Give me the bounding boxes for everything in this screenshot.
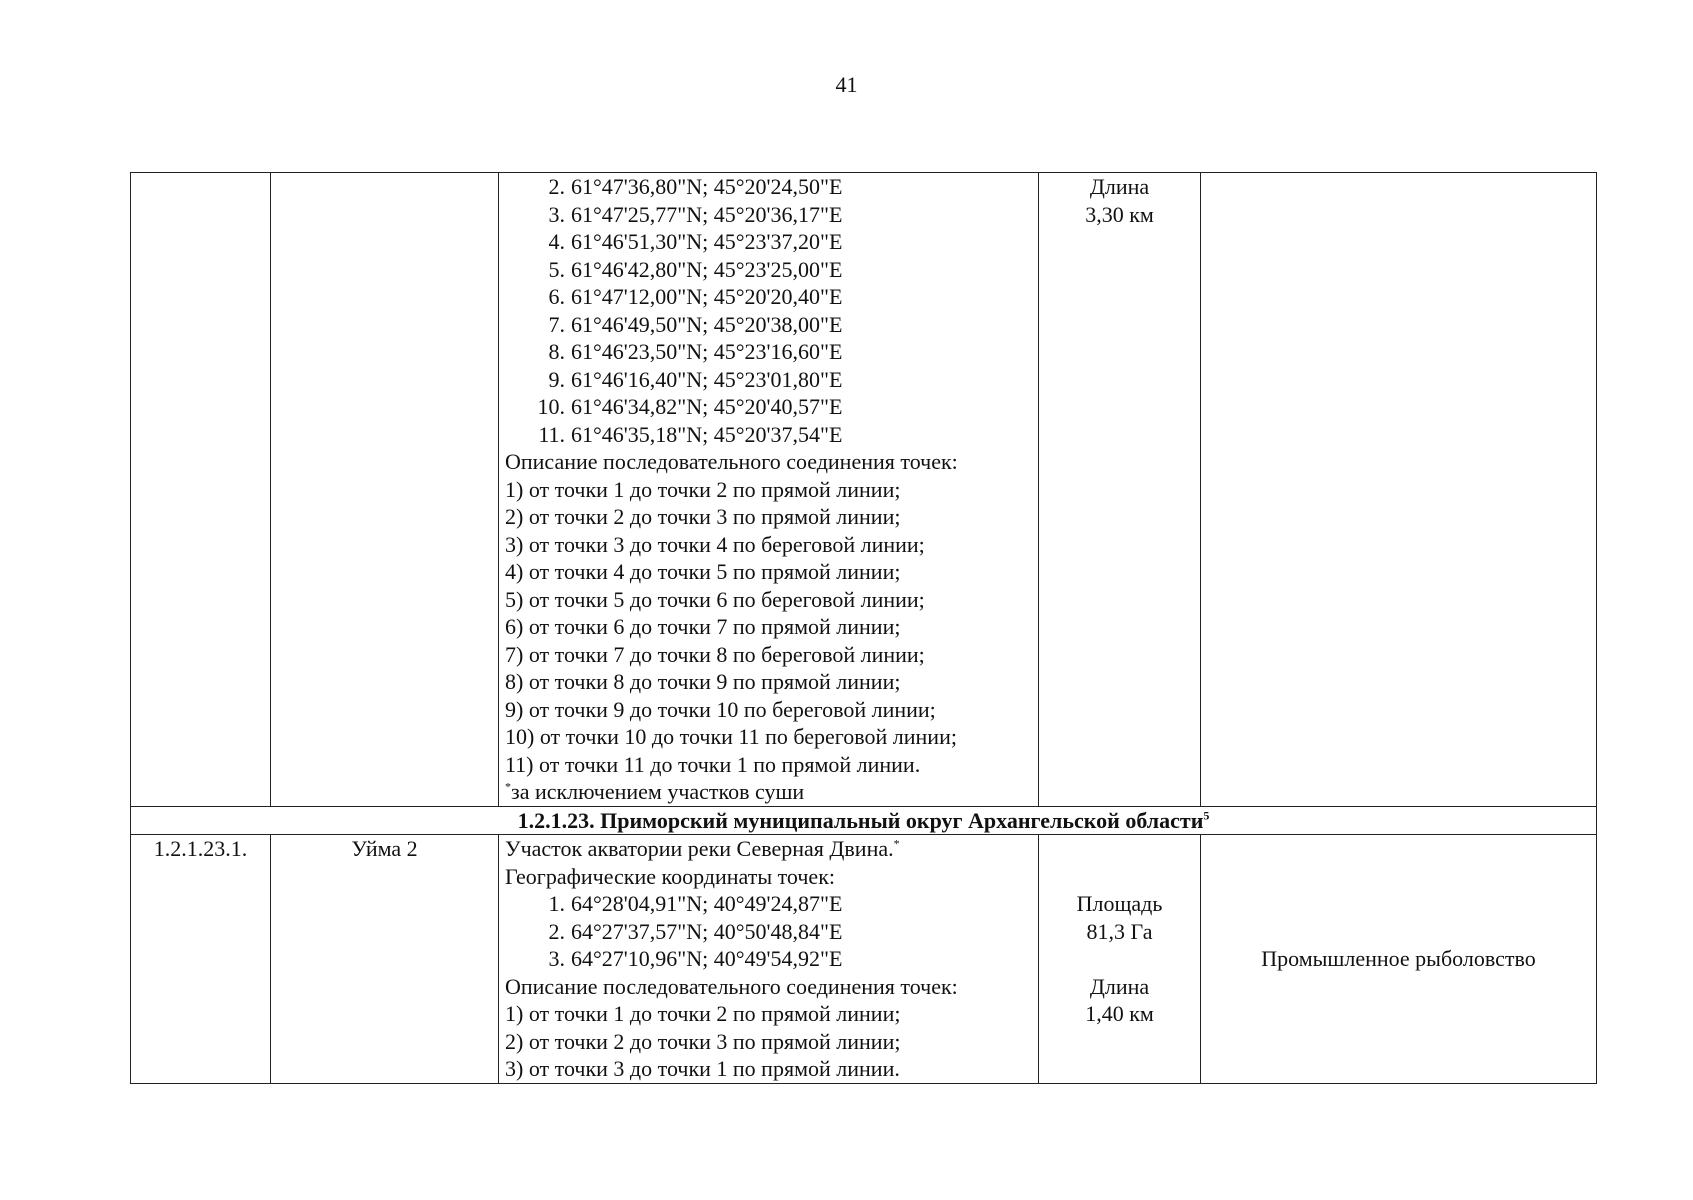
coordinate-text: 61°46'51,30"N; 45°23'37,20"E xyxy=(571,229,843,254)
table-row-continued xyxy=(131,173,1597,807)
coordinate-item xyxy=(505,393,1032,421)
coords-title: Географические координаты точек: xyxy=(505,863,835,889)
spacer xyxy=(1045,863,1194,891)
coordinate-item xyxy=(505,918,1032,946)
connection-title: Описание последовательного соединения точек: xyxy=(505,973,958,999)
connection-item: 11) от точки 11 до точки 1 по прямой линии. xyxy=(505,751,921,777)
coordinate-item xyxy=(505,366,1032,394)
cell-name-empty xyxy=(271,173,499,807)
coordinates-list xyxy=(505,173,1032,448)
coordinate-item xyxy=(505,945,1032,973)
cell-purpose-empty xyxy=(1201,173,1597,807)
cell-size xyxy=(1039,835,1201,1084)
connection-item: 10) от точки 10 до точки 11 по береговой линии; xyxy=(505,724,957,749)
length-label: Длина xyxy=(1089,174,1150,199)
coordinate-text: 61°47'12,00"N; 45°20'20,40"E xyxy=(571,284,843,309)
cell-size xyxy=(1039,173,1201,807)
connection-item: 8) от точки 8 до точки 9 по прямой линии; xyxy=(505,669,901,694)
connection-item: 1) от точки 1 до точки 2 по прямой линии; xyxy=(505,1001,901,1026)
coordinate-text: 61°47'25,77"N; 45°20'36,17"E xyxy=(571,201,843,227)
coordinate-text: 61°46'16,40"N; 45°23'01,80"E xyxy=(571,366,843,392)
connections-list xyxy=(505,476,1032,779)
cell-boundary-description xyxy=(499,173,1039,807)
connection-title: Описание последовательного соединения точек: xyxy=(505,449,958,474)
coordinate-text: 61°46'34,82"N; 45°20'40,57"E xyxy=(571,394,843,419)
footnote-mark: * xyxy=(505,779,511,794)
coordinate-number: 8. xyxy=(548,339,565,364)
cell-name: Уйма 2 xyxy=(271,835,499,1084)
connection-item: 5) от точки 5 до точки 6 по береговой линии; xyxy=(505,586,925,612)
coordinate-text: 64°27'10,96"N; 40°49'54,92"E xyxy=(571,946,843,971)
length-value: 1,40 км xyxy=(1085,1001,1154,1026)
length-value: 3,30 км xyxy=(1085,201,1154,227)
coordinate-number: 3. xyxy=(548,946,565,971)
coordinate-item xyxy=(505,283,1032,311)
coordinate-number: 11. xyxy=(538,421,565,447)
connection-item: 2) от точки 2 до точки 3 по прямой линии; xyxy=(505,504,901,529)
cell-purpose: Промышленное рыболовство xyxy=(1201,835,1597,1084)
connection-item: 3) от точки 3 до точки 4 по береговой линии; xyxy=(505,531,925,557)
spacer xyxy=(1045,835,1194,863)
connection-item: 6) от точки 6 до точки 7 по прямой линии; xyxy=(505,614,901,639)
cell-number-empty xyxy=(131,173,271,807)
coordinate-text: 64°28'04,91"N; 40°49'24,87"E xyxy=(571,891,843,916)
section-title xyxy=(131,806,1597,835)
connection-item: 4) от точки 4 до точки 5 по прямой линии; xyxy=(505,559,901,584)
coordinate-number: 5. xyxy=(548,256,565,282)
cell-boundary-description xyxy=(499,835,1039,1084)
coordinate-item xyxy=(505,173,1032,201)
table-row xyxy=(131,835,1597,1084)
cell-number: 1.2.1.23.1. xyxy=(131,835,271,1084)
coordinates-list xyxy=(505,890,1032,973)
coordinate-item xyxy=(505,890,1032,918)
coordinate-number: 2. xyxy=(548,918,565,944)
area-description-mark: * xyxy=(893,836,900,851)
coordinate-text: 61°47'36,80"N; 45°20'24,50"E xyxy=(571,174,843,199)
connection-item: 9) от точки 9 до точки 10 по береговой линии; xyxy=(505,696,936,722)
coordinate-number: 9. xyxy=(548,366,565,392)
section-title-text: 1.2.1.23. Приморский муниципальный округ Архангельской области xyxy=(517,807,1204,833)
coordinate-number: 6. xyxy=(548,284,565,309)
coordinate-number: 4. xyxy=(548,229,565,254)
coordinate-item xyxy=(505,256,1032,284)
coordinate-number: 2. xyxy=(548,174,565,199)
coordinate-item xyxy=(505,201,1032,229)
connection-item: 1) от точки 1 до точки 2 по прямой линии; xyxy=(505,476,901,502)
coordinate-text: 64°27'37,57"N; 40°50'48,84"E xyxy=(571,918,843,944)
coordinate-text: 61°46'49,50"N; 45°20'38,00"E xyxy=(571,311,843,337)
area-value: 81,3 Га xyxy=(1086,918,1153,944)
area-description xyxy=(505,835,1032,863)
section-footnote-ref: 5 xyxy=(1203,808,1210,823)
coordinate-text: 61°46'42,80"N; 45°23'25,00"E xyxy=(571,256,843,282)
section-header-row xyxy=(131,806,1597,835)
coordinate-item xyxy=(505,338,1032,366)
coordinate-item xyxy=(505,311,1032,339)
connection-item: 7) от точки 7 до точки 8 по береговой линии; xyxy=(505,641,925,667)
coordinate-number: 3. xyxy=(548,201,565,227)
area-description-text: Участок акватории реки Северная Двина. xyxy=(505,836,894,861)
page-number: 41 xyxy=(835,72,858,97)
coordinate-number: 1. xyxy=(548,891,565,916)
coordinate-number: 10. xyxy=(537,394,565,419)
area-label: Площадь xyxy=(1076,891,1163,916)
coordinate-item xyxy=(505,421,1032,449)
footnote-text: за исключением участков суши xyxy=(511,779,805,804)
spacer xyxy=(1045,945,1194,973)
coordinate-number: 7. xyxy=(548,311,565,337)
fishing-areas-table xyxy=(130,172,1597,1084)
coordinate-item xyxy=(505,228,1032,256)
connection-item: 2) от точки 2 до точки 3 по прямой линии; xyxy=(505,1028,901,1054)
connections-list xyxy=(505,1000,1032,1083)
coordinate-text: 61°46'23,50"N; 45°23'16,60"E xyxy=(571,339,843,364)
footnote-line xyxy=(505,778,1032,806)
coordinate-text: 61°46'35,18"N; 45°20'37,54"E xyxy=(571,421,843,447)
connection-item: 3) от точки 3 до точки 1 по прямой линии. xyxy=(505,1056,900,1081)
length-label: Длина xyxy=(1089,973,1150,999)
